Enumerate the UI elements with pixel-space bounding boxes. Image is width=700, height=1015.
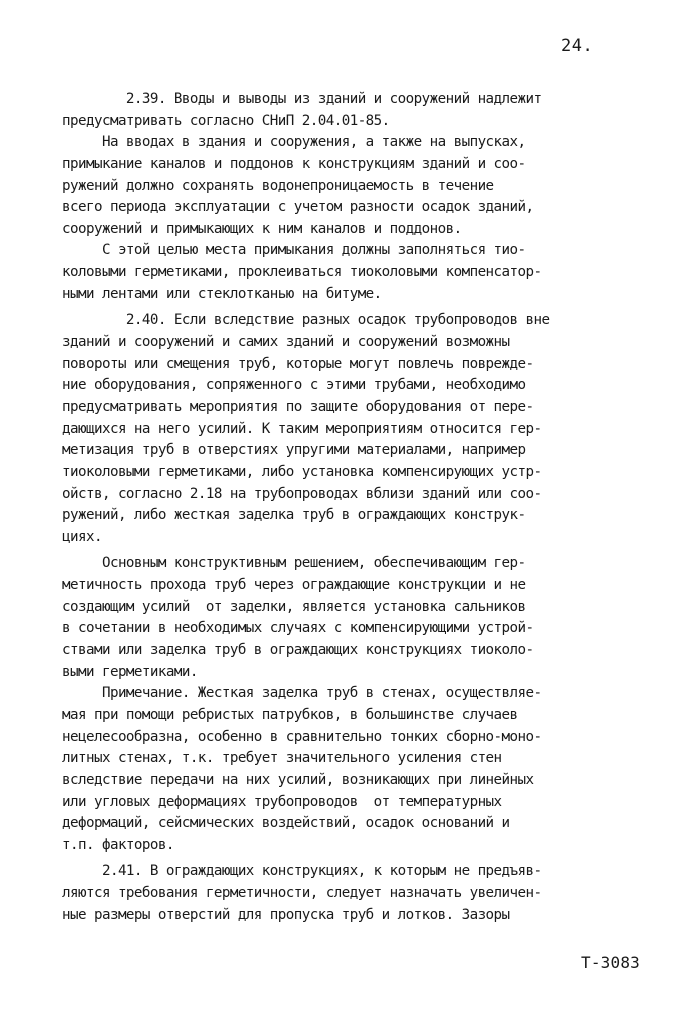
text-line: вследствие передачи на них усилий, возникающих при линейных — [62, 771, 534, 788]
text-line: нецелесообразна, особенно в сравнительно тонких сборно-моно- — [62, 728, 542, 745]
text-line: ные размеры отверстий для пропуска труб и лотков. Зазоры — [62, 906, 510, 923]
text-line: т.п. факторов. — [62, 836, 174, 853]
text-line: всего периода эксплуатации с учетом разности осадок зданий, — [62, 199, 534, 216]
text-line: или угловых деформациях трубопроводов от температурных — [62, 793, 502, 810]
text-line: метизация труб в отверстиях упругими материалами, например — [62, 442, 526, 459]
text-line: деформаций, сейсмических воздействий, осадок оснований и — [62, 815, 510, 832]
paragraph — [62, 683, 622, 856]
paragraph — [62, 240, 622, 305]
text-line: циях. — [62, 528, 102, 545]
text-line: ружений, либо жесткая заделка труб в ограждающих конструк- — [62, 507, 526, 524]
text-line: 2.39. Вводы и выводы из зданий и сооружений надлежит — [62, 91, 542, 107]
text-line: предусматривать мероприятия по защите оборудования от пере- — [62, 398, 534, 415]
text-line: На вводах в здания и сооружения, а также на выпусках, — [62, 134, 526, 151]
text-line: в сочетании в необходимых случаях с компенсирующими устрой- — [62, 620, 534, 637]
paragraph — [62, 861, 622, 926]
text-line: предусматривать согласно СНиП 2.04.01-85. — [62, 112, 390, 129]
text-line: ствами или заделка труб в ограждающих конструкциях тиоколо- — [62, 642, 534, 659]
text-line: Основным конструктивным решением, обеспечивающим гер- — [62, 555, 526, 572]
text-line: коловыми герметиками, проклеиваться тиоколовыми компенсатор- — [62, 264, 542, 281]
text-line: примыкание каналов и поддонов к конструкциям зданий и соо- — [62, 155, 526, 172]
text-line: тиоколовыми герметиками, либо установка компенсирующих устр- — [62, 463, 542, 480]
text-line: зданий и сооружений и самих зданий и сооружений возможны — [62, 334, 510, 351]
text-line: С этой целью места примыкания должны заполняться тио- — [62, 242, 526, 259]
text-line: 2.41. В ограждающих конструкциях, к которым не предъяв- — [62, 863, 542, 880]
text-line: повороты или смещения труб, которые могут повлечь поврежде- — [62, 355, 534, 372]
document-code: Т-3083 — [581, 953, 640, 972]
text-line: мая при помощи ребристых патрубков, в большинстве случаев — [62, 706, 518, 723]
page-number: 24. — [561, 36, 594, 56]
paragraph — [62, 553, 622, 683]
paragraph — [62, 89, 622, 132]
text-line: ными лентами или стеклотканью на битуме. — [62, 285, 382, 302]
text-line: ружений должно сохранять водонепроницаемость в течение — [62, 177, 494, 194]
text-line: дающихся на него усилий. К таким мероприятиям относится гер- — [62, 420, 542, 437]
text-line: Примечание. Жесткая заделка труб в стенах, осуществляе- — [62, 685, 542, 702]
body-text — [62, 89, 622, 926]
text-line: выми герметиками. — [62, 663, 198, 680]
text-line: создающим усилий от заделки, является установка сальников — [62, 598, 526, 615]
text-line: 2.40. Если вследствие разных осадок трубопроводов вне — [62, 312, 550, 329]
text-line: сооружений и примыкающих к ним каналов и поддонов. — [62, 220, 462, 237]
text-line: ние оборудования, сопряженного с этими трубами, необходимо — [62, 377, 526, 394]
paragraph — [62, 132, 622, 240]
paragraph — [62, 310, 622, 548]
text-line: литных стенах, т.к. требует значительного усиления стен — [62, 750, 502, 767]
text-line: метичность прохода труб через ограждающие конструкции и не — [62, 577, 526, 594]
text-line: ляются требования герметичности, следует назначать увеличен- — [62, 885, 542, 902]
text-line: ойств, согласно 2.18 на трубопроводах вблизи зданий или соо- — [62, 485, 542, 502]
